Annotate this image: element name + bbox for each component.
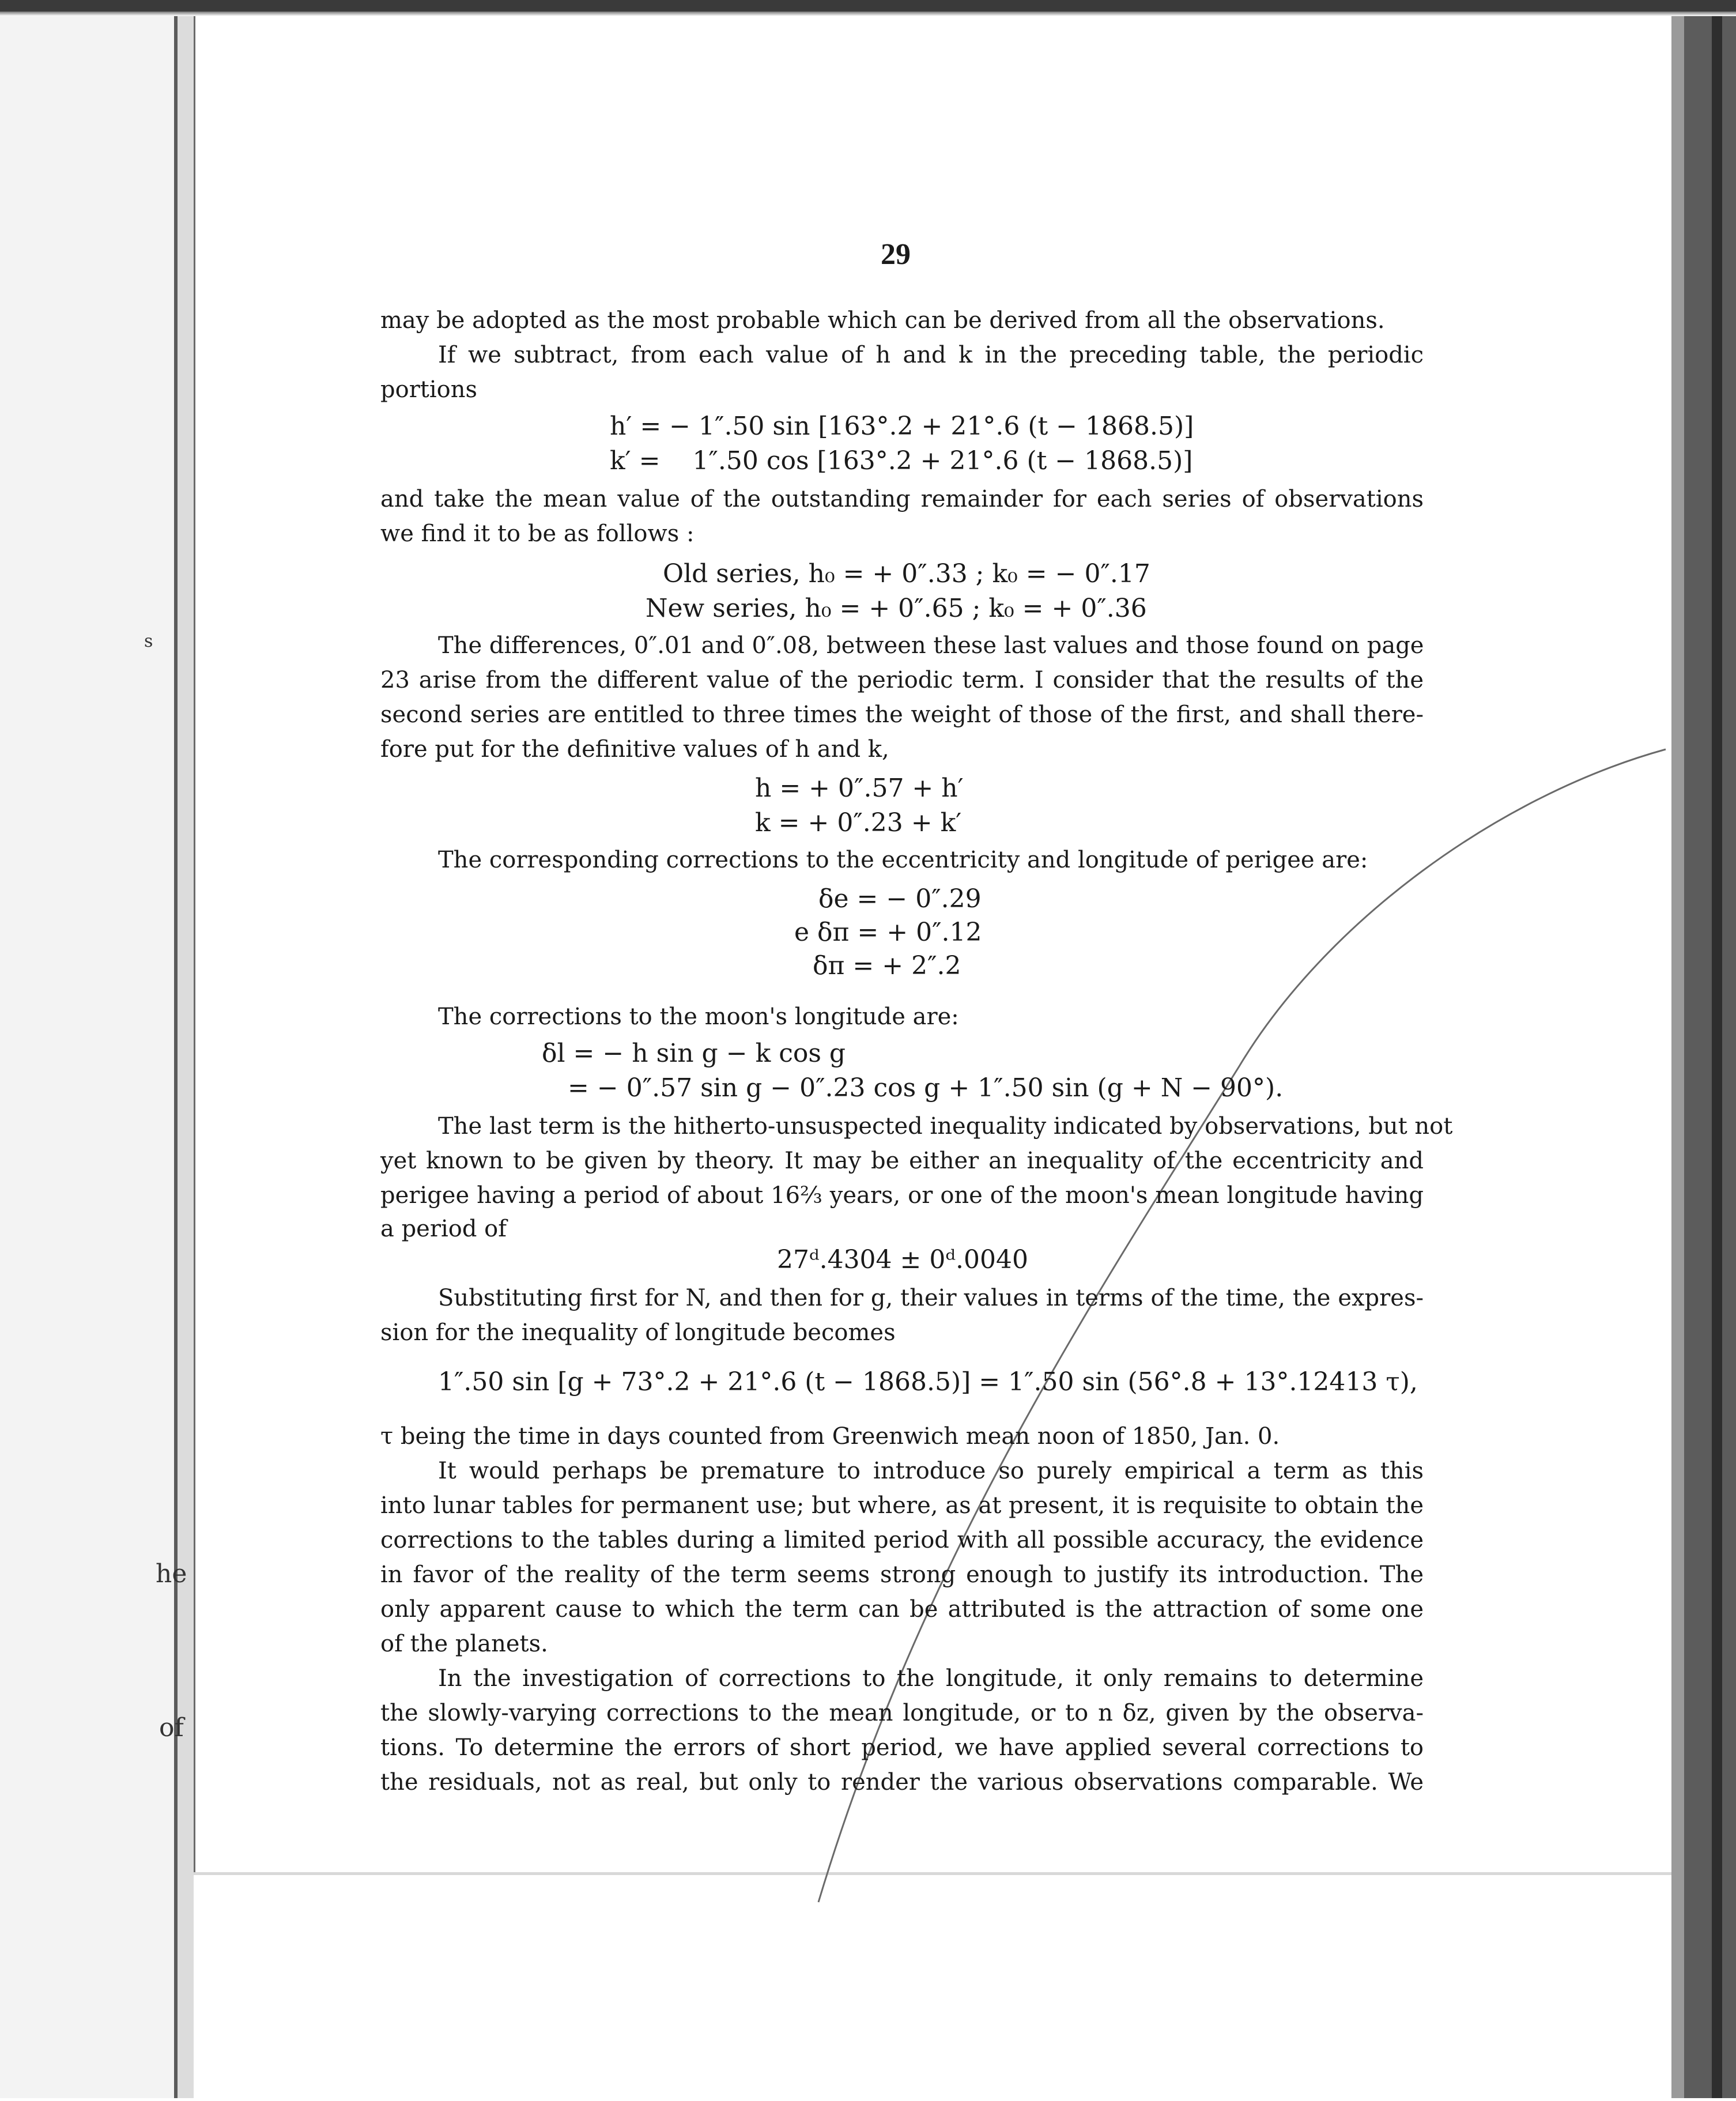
text-line: the residuals, not as real, but only to render the various observations comparable. We <box>380 1769 1424 1796</box>
text-line: fore put for the definitive values of h and k, <box>380 736 889 763</box>
equation-inequality: 1″.50 sin [g + 73°.2 + 21°.6 (t − 1868.5)] = 1″.50 sin (56°.8 + 13°.12413 τ), <box>438 1367 1418 1397</box>
text-line: may be adopted as the most probable which can be derived from all the observations. <box>380 307 1385 334</box>
text-line: It would perhaps be premature to introduce so purely empirical a term as this <box>438 1458 1424 1484</box>
facing-page-fragment: he <box>156 1559 187 1589</box>
equation-k: k = + 0″.23 + k′ <box>755 808 962 838</box>
equation-period: 27ᵈ.4304 ± 0ᵈ.0040 <box>777 1245 1028 1274</box>
facing-page-fragment: of <box>159 1713 184 1742</box>
equation-h: h = + 0″.57 + h′ <box>755 774 964 803</box>
page-bottom-margin <box>194 1872 1671 2101</box>
text-line: If we subtract, from each value of h and k in the preceding table, the periodic <box>438 342 1424 368</box>
text-line: The differences, 0″.01 and 0″.08, between these last values and those found on page <box>438 632 1424 659</box>
book-gutter <box>178 16 195 2098</box>
equation-delta-e: δe = − 0″.29 <box>818 884 982 914</box>
facing-page <box>0 16 178 2098</box>
text-line: The corresponding corrections to the eccentricity and longitude of perigee are: <box>438 847 1368 873</box>
text-line: perigee having a period of about 16⅔ years, or one of the moon's mean longitude having <box>380 1182 1424 1209</box>
text-line: yet known to be given by theory. It may be either an inequality of the eccentricity and <box>380 1148 1424 1174</box>
text-line: portions <box>380 376 478 403</box>
text-line: into lunar tables for permanent use; but where, as at present, it is requisite to obtain the <box>380 1492 1424 1519</box>
equation-delta-pi: δπ = + 2″.2 <box>813 951 961 980</box>
text-line: The corrections to the moon's longitude are: <box>438 1004 959 1030</box>
text-line: The last term is the hitherto-unsuspected inequality indicated by observations, but not <box>438 1113 1453 1140</box>
text-line: In the investigation of corrections to the longitude, it only remains to determine <box>438 1665 1424 1692</box>
text-line: in favor of the reality of the term seems strong enough to justify its introduction. The <box>380 1561 1424 1588</box>
equation-new-series: New series, h₀ = + 0″.65 ; k₀ = + 0″.36 <box>646 594 1147 623</box>
text-line: and take the mean value of the outstanding remainder for each series of observations <box>380 486 1424 512</box>
text-line: we find it to be as follows : <box>380 520 695 547</box>
equation-e-delta-pi: e δπ = + 0″.12 <box>794 918 982 947</box>
text-line: τ being the time in days counted from Greenwich mean noon of 1850, Jan. 0. <box>380 1423 1280 1450</box>
text-line: corrections to the tables during a limited period with all possible accuracy, the evidence <box>380 1527 1424 1553</box>
text-line: sion for the inequality of longitude becomes <box>380 1319 896 1346</box>
text-line: 23 arise from the different value of the periodic term. I consider that the results of the <box>380 667 1424 693</box>
equation-delta-l-expanded: = − 0″.57 sin g − 0″.23 cos g + 1″.50 sin (g + N − 90°). <box>568 1073 1284 1103</box>
text-line: tions. To determine the errors of short period, we have applied several corrections to <box>380 1734 1424 1761</box>
equation-k-prime: k′ = 1″.50 cos [163°.2 + 21°.6 (t − 1868.5)] <box>610 446 1193 476</box>
book-edge <box>1671 16 1736 2098</box>
page-number: 29 <box>881 238 911 271</box>
text-line: second series are entitled to three times the weight of those of the first, and shall there- <box>380 701 1424 728</box>
text-line: the slowly-varying corrections to the mean longitude, or to n δz, given by the observa- <box>380 1700 1424 1726</box>
text-line: only apparent cause to which the term can be attributed is the attraction of some one <box>380 1596 1424 1623</box>
scan-top-edge <box>0 0 1736 12</box>
equation-old-series: Old series, h₀ = + 0″.33 ; k₀ = − 0″.17 <box>663 559 1150 589</box>
equation-delta-l: δl = − h sin g − k cos g <box>542 1039 846 1068</box>
facing-page-fragment: s <box>144 631 153 651</box>
text-line: a period of <box>380 1216 507 1242</box>
text-line: Substituting first for N, and then for g, their values in terms of the time, the expres- <box>438 1285 1424 1311</box>
equation-h-prime: h′ = − 1″.50 sin [163°.2 + 21°.6 (t − 1868.5)] <box>610 412 1194 441</box>
text-line: of the planets. <box>380 1631 548 1657</box>
